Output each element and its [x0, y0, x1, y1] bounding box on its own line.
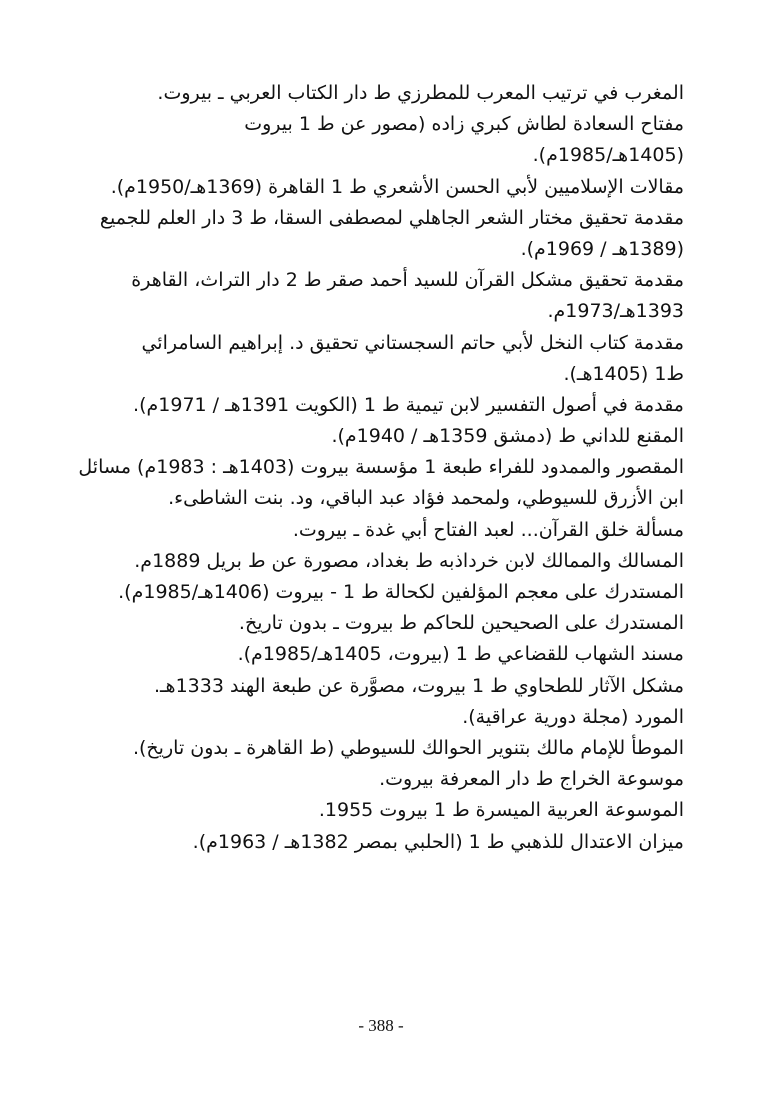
bibliography-line: (1405هـ/1985م).: [532, 144, 684, 167]
bibliography-line: موسوعة الخراج ط دار المعرفة بيروت.: [379, 768, 684, 791]
bibliography-line: مقدمة في أصول التفسير لابن تيمية ط 1 (الكويت 1391هـ / 1971م).: [133, 393, 684, 416]
page-number: - 388 -: [358, 1016, 404, 1035]
bibliography-line: مقدمة كتاب النخل لأبي حاتم السجستاني تحقيق د. إبراهيم السامرائي: [141, 331, 684, 354]
bibliography-line: ميزان الاعتدال للذهبي ط 1 (الحلبي بمصر 1382هـ / 1963م).: [192, 830, 684, 853]
bibliography-line: المقنع للداني ط (دمشق 1359هـ / 1940م).: [331, 425, 684, 448]
bibliography-line: مسند الشهاب للقضاعي ط 1 (بيروت، 1405هـ/1985م).: [237, 643, 684, 666]
bibliography-line: 1393هـ/1973م.: [547, 300, 684, 323]
bibliography-line: مقدمة تحقيق مختار الشعر الجاهلي لمصطفى السقا، ط 3 دار العلم للجميع: [99, 206, 684, 229]
bibliography-line: مسألة خلق القرآن... لعبد الفتاح أبي غدة ـ بيروت.: [292, 518, 684, 541]
bibliography-line: المستدرك على الصحيحين للحاكم ط بيروت ـ بدون تاريخ.: [238, 612, 684, 635]
bibliography-line: الموطأ للإمام مالك بتنوير الحوالك للسيوطي (ط القاهرة ـ بدون تاريخ).: [132, 736, 684, 759]
bibliography-line: مفتاح السعادة لطاش كبري زاده (مصور عن ط 1 بيروت: [244, 113, 684, 136]
bibliography-line: مقالات الإسلاميين لأبي الحسن الأشعري ط 1 القاهرة (1369هـ/1950م).: [110, 175, 684, 198]
bibliography-line: المقصور والممدود للفراء طبعة 1 مؤسسة بيروت (1403هـ : 1983م) مسائل: [78, 456, 684, 479]
bibliography-line: المسالك والممالك لابن خرداذبه ط بغداد، مصورة عن ط بريل 1889م.: [134, 549, 684, 572]
bibliography-line: الموسوعة العربية الميسرة ط 1 بيروت 1955.: [318, 799, 684, 822]
bibliography-line: مقدمة تحقيق مشكل القرآن للسيد أحمد صقر ط 2 دار التراث، القاهرة: [131, 269, 684, 292]
bibliography-line: المورد (مجلة دورية عراقية).: [462, 705, 684, 728]
bibliography-line: (1389هـ / 1969م).: [520, 237, 684, 260]
bibliography-line: مشكل الآثار للطحاوي ط 1 بيروت، مصوَّرة عن طبعة الهند 1333هـ.: [153, 674, 684, 697]
bibliography-line: المستدرك على معجم المؤلفين لكحالة ط 1 - بيروت (1406هـ/1985م).: [118, 581, 684, 603]
bibliography-line: ابن الأزرق للسيوطي، ولمحمد فؤاد عبد الباقي، ود. بنت الشاطىء.: [168, 487, 684, 510]
bibliography-line: ط1 (1405هـ).: [563, 362, 684, 385]
bibliography-list: [72, 78, 684, 858]
bibliography-line: المغرب في ترتيب المعرب للمطرزي ط دار الكتاب العربي ـ بيروت.: [157, 82, 684, 104]
